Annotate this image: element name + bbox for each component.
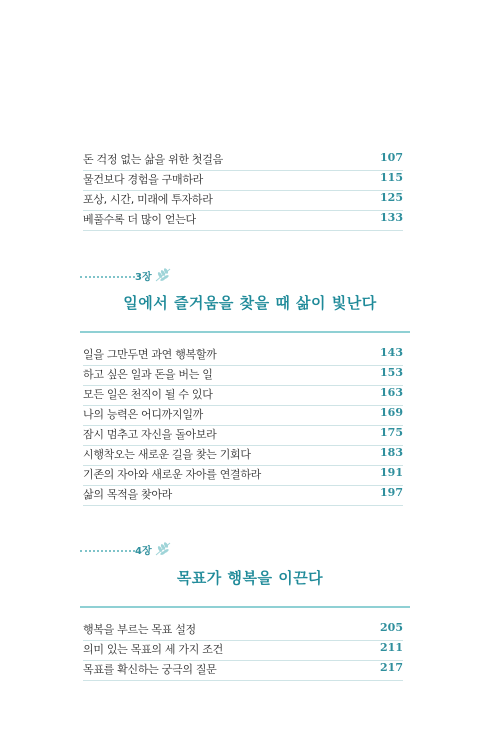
- chapter-title: 일에서 즐거움을 찾을 때 삶이 빛난다: [123, 294, 377, 312]
- entry-page: 163: [380, 386, 403, 399]
- entry-page: 125: [380, 191, 403, 204]
- entry-title: 돈 걱정 없는 삶을 위한 첫걸음: [83, 153, 223, 166]
- toc-entry: [83, 190, 403, 211]
- toc-entry: [83, 385, 403, 406]
- chapter-4-header: [80, 542, 410, 558]
- toc-entry: [83, 445, 403, 466]
- chapter-number: 4장: [135, 546, 152, 557]
- toc-entry: [83, 620, 403, 641]
- entry-page: 143: [380, 346, 403, 359]
- entry-title: 행복을 부르는 목표 설정: [83, 623, 196, 636]
- entry-title: 물건보다 경험을 구매하라: [83, 173, 203, 186]
- entry-page: 205: [380, 621, 403, 634]
- entry-title: 의미 있는 목표의 세 가지 조건: [83, 643, 223, 656]
- entry-title: 기존의 자아와 새로운 자아를 연결하라: [83, 468, 262, 481]
- toc-entry: [83, 465, 403, 486]
- entry-page: 175: [380, 426, 403, 439]
- chapter-title: 목표가 행복을 이끈다: [176, 569, 324, 587]
- toc-entry: [83, 405, 403, 426]
- entry-title: 시행착오는 새로운 길을 찾는 기회다: [83, 448, 251, 461]
- entry-title: 하고 싶은 일과 돈을 버는 일: [83, 368, 213, 381]
- entry-title: 포상, 시간, 미래에 투자하라: [83, 193, 213, 206]
- toc-entry: [83, 640, 403, 661]
- toc-entry: [83, 345, 403, 366]
- toc-entry: [83, 150, 403, 171]
- chapter-divider: [80, 606, 410, 608]
- entry-page: 133: [380, 211, 403, 224]
- dotted-divider: [80, 550, 135, 552]
- entry-page: 211: [380, 641, 403, 654]
- chapter-3-header: [80, 268, 410, 284]
- entry-page: 107: [380, 151, 403, 164]
- entry-title: 모든 일은 천직이 될 수 있다: [83, 388, 213, 401]
- entry-title: 삶의 목적을 찾아라: [83, 488, 173, 501]
- entry-page: 153: [380, 366, 403, 379]
- entry-title: 나의 능력은 어디까지일까: [83, 408, 203, 421]
- toc-entry: [83, 170, 403, 191]
- leaf-sprig-icon: [154, 541, 172, 557]
- entry-title: 목표를 확신하는 궁극의 질문: [83, 663, 217, 676]
- entry-title: 베풀수록 더 많이 얻는다: [83, 213, 196, 226]
- dotted-divider: [80, 276, 135, 278]
- chapter-divider: [80, 331, 410, 333]
- entry-page: 115: [380, 171, 403, 184]
- entry-page: 217: [380, 661, 403, 674]
- entry-title: 일을 그만두면 과연 행복할까: [83, 348, 217, 361]
- toc-entry: [83, 365, 403, 386]
- chapter-number: 3장: [135, 272, 152, 283]
- entry-page: 197: [380, 486, 403, 499]
- entry-page: 183: [380, 446, 403, 459]
- entry-page: 191: [380, 466, 403, 479]
- toc-entry: [83, 485, 403, 506]
- toc-entry: [83, 210, 403, 231]
- entry-page: 169: [380, 406, 403, 419]
- leaf-sprig-icon: [154, 267, 172, 283]
- entry-title: 잠시 멈추고 자신을 돌아보라: [83, 428, 217, 441]
- toc-entry: [83, 660, 403, 681]
- toc-entry: [83, 425, 403, 446]
